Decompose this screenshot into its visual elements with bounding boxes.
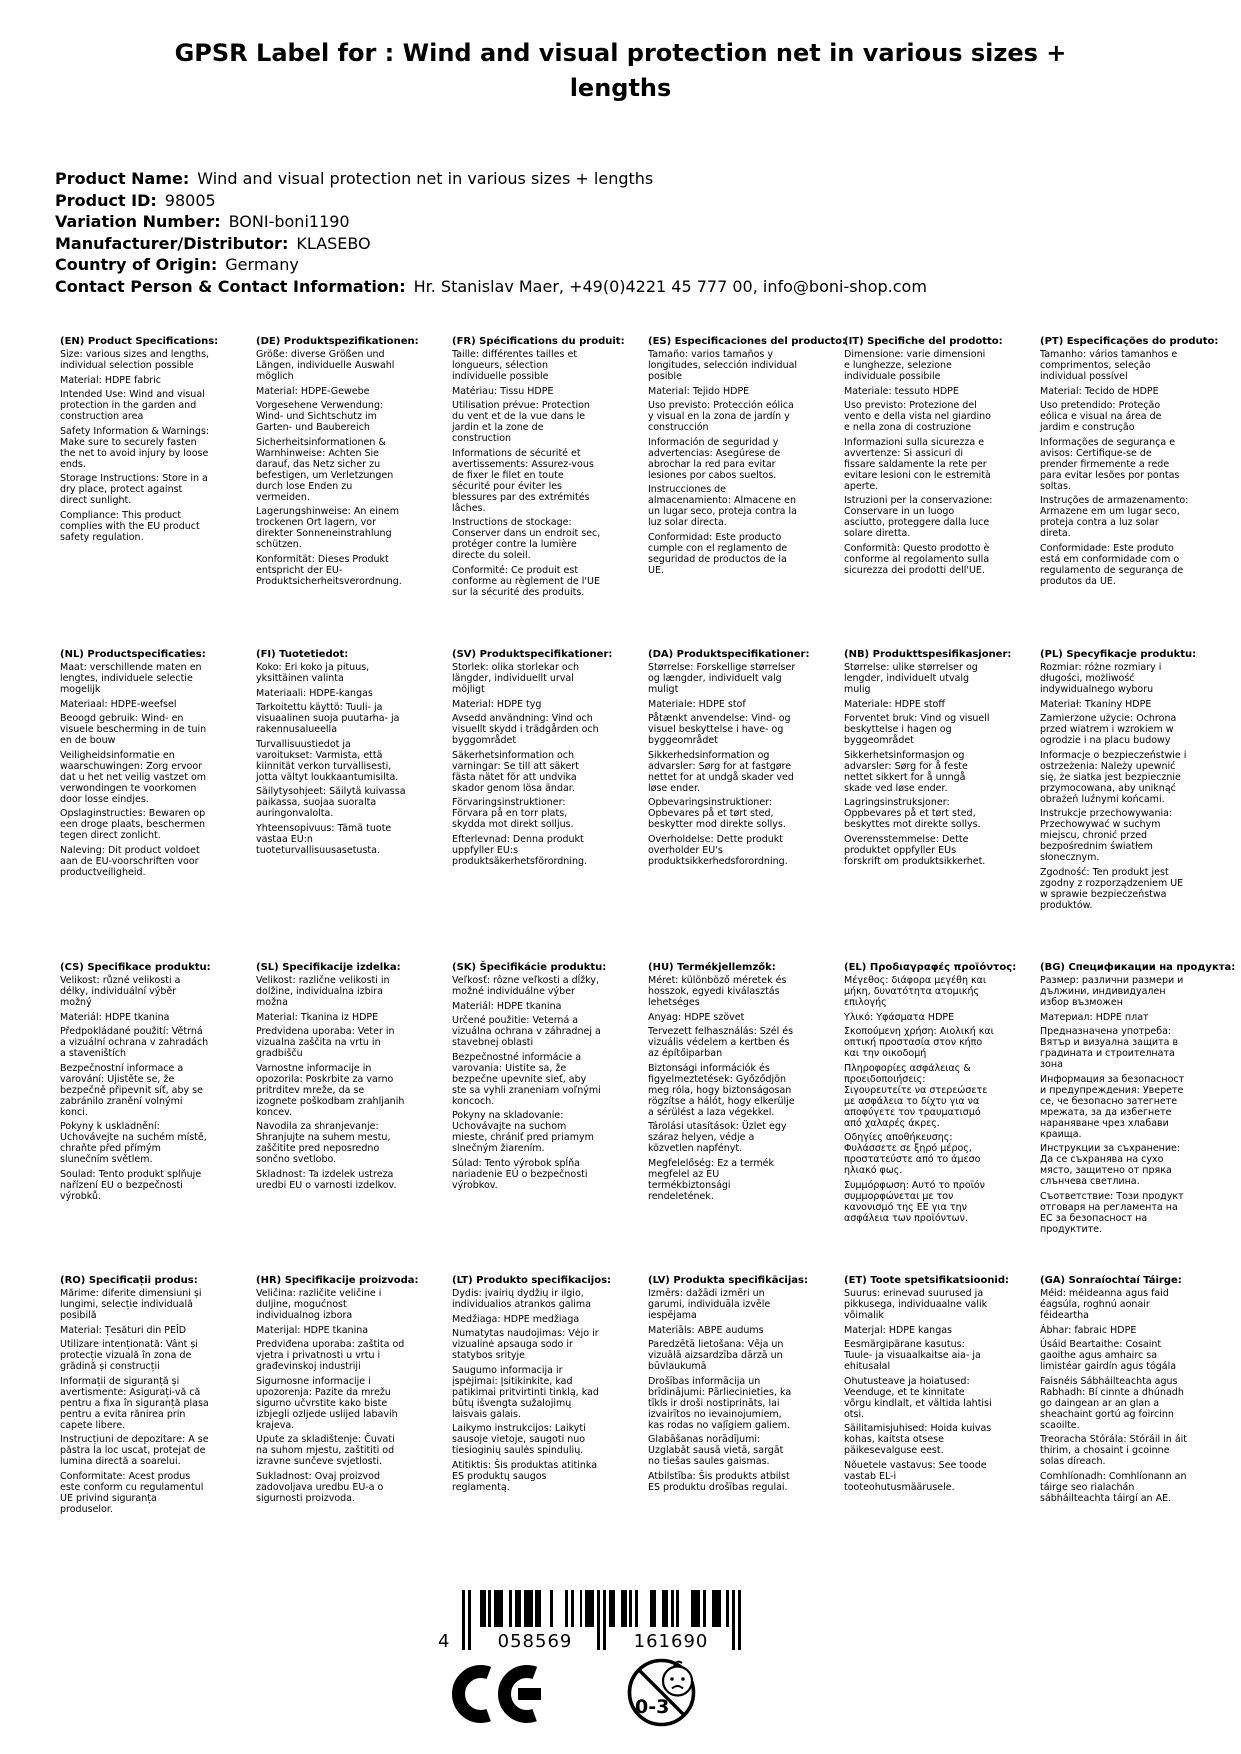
lang-block-paragraph: Material: HDPE fabric <box>60 374 161 386</box>
lang-block-paragraph: Opslaginstructies: Bewaren op een droge plaats, beschermen tegen direct zonlicht. <box>60 808 206 841</box>
lang-block-paragraph: Ohutusteave ja hoiatused: Veenduge, et te kinnitate võrgu kindlalt, et vältida lahtisi otsi. <box>844 1375 992 1420</box>
lang-block-paragraph: Conformità: Questo prodotto è conforme al regolamento sulla sicurezza dei prodotti dell'UE. <box>844 542 990 576</box>
lang-block-paragraph: Atbilstība: Šis produkts atbilst ES produktu drošības regulai. <box>648 1470 790 1493</box>
lang-block-heading: (CS) Specifikace produktu: <box>60 962 211 973</box>
lang-block-heading: (EN) Product Specifications: <box>60 336 219 347</box>
lang-block-paragraph: Compliance: This product complies with the EU product safety regulation. <box>60 509 200 543</box>
lang-block-paragraph: Информация за безопасност и предупреждения: Уверете се, че безопасно затегнете мрежата, за да избегнете нараняване чрез хлабави краища. <box>1040 1073 1185 1140</box>
lang-block-fi <box>256 649 406 962</box>
product-field-value: Wind and visual protection net in various sizes + lengths <box>197 169 654 188</box>
lang-block-hu <box>648 962 798 1275</box>
lang-block-paragraph: Saugumo informacija ir įspėjimai: Įsitikinkite, kad patikimai pritvirtinti tinklą, kad būtų išvengta sužalojimų laisvais galais. <box>452 1364 599 1420</box>
lang-block-paragraph: Größe: diverse Größen und Längen, individuelle Auswahl möglich <box>256 349 395 382</box>
lang-block-paragraph: Materiale: HDPE stoff <box>844 698 945 710</box>
lang-block-paragraph: Sukladnost: Ovaj proizvod zadovoljava uredbu EU-a o sigurnosti proizvoda. <box>256 1470 384 1504</box>
product-field-label: Product ID: <box>55 190 157 210</box>
lang-block-paragraph: Bezpečnostní informace a varování: Ujistěte se, že bezpečně připevnit síť, aby se zabránilo zranění volnými konci. <box>60 1062 203 1118</box>
lang-block-paragraph: Materiaal: HDPE-weefsel <box>60 698 177 710</box>
barcode-group1-digits: 058569 <box>497 1631 573 1652</box>
lang-block-paragraph: Koko: Eri koko ja pituus, yksittäinen valinta <box>256 662 370 684</box>
lang-block-paragraph: Materiál: HDPE tkanina <box>60 1011 170 1023</box>
lang-block-paragraph: Materiale: tessuto HDPE <box>844 385 959 397</box>
lang-block-paragraph: Utilisation prévue: Protection du vent et de la vue dans le jardin et la zone de construction <box>452 400 590 444</box>
lang-block-paragraph: Safety Information & Warnings: Make sure to securely fasten the net to avoid injury by loose ends. <box>60 425 210 470</box>
lang-block-paragraph: Overensstemmelse: Dette produktet oppfyller EUs forskrift om produktsikkerhet. <box>844 833 986 867</box>
lang-block-paragraph: Nõuetele vastavus: See toode vastab EL-i tooteohutusmäärusele. <box>844 1459 987 1493</box>
lang-block-paragraph: Zamierzone użycie: Ochrona przed wiatrem i wzrokiem w ogrodzie i na placu budowy <box>1040 713 1177 746</box>
lang-block-paragraph: Istruzioni per la conservazione: Conservare in un luogo asciutto, proteggere dalla luce solare diretta. <box>844 495 993 539</box>
lang-block-paragraph: Materijal: HDPE tkanina <box>256 1324 369 1336</box>
lang-block-ga <box>1040 1275 1190 1518</box>
lang-block-hr <box>256 1275 419 1518</box>
lang-block-paragraph: Informações de segurança e avisos: Certifique-se de prender firmemente a rede para evitar lesões por pontas soltas. <box>1040 436 1180 492</box>
lang-block-paragraph: Opbevaringsinstruktioner: Opbevares på et tørt sted, beskytter mod direkte sollys. <box>648 797 786 830</box>
ean-barcode <box>438 1590 748 1650</box>
lang-block-paragraph: Tamanho: vários tamanhos e comprimentos, seleção individual possível <box>1040 349 1178 382</box>
page-title-line2: lengths <box>569 74 672 102</box>
lang-block-paragraph: Dimensione: varie dimensioni e lunghezze, selezione individuale possibile <box>844 349 986 382</box>
lang-block-paragraph: Yhteensopivuus: Tämä tuote vastaa EU:n tuoteturvallisuusasetusta. <box>256 822 392 856</box>
lang-block-fr <box>452 336 625 649</box>
lang-block-paragraph: Biztonsági információk és figyelmeztetések: Győződjön meg róla, hogy biztonságosan rögzítse a hálót, hogy elkerülje a sérülést a laza végekkel. <box>648 1062 795 1118</box>
lang-block-paragraph: Taille: différentes tailles et longueurs, sélection individuelle possible <box>452 349 578 382</box>
lang-block-paragraph: Určené použitie: Veterná a vizuálna ochrana v záhradnej a stavebnej oblasti <box>452 1015 601 1048</box>
lang-block-paragraph: Veľkosť: rôzne veľkosti a dĺžky, možné individuálne výber <box>452 975 600 997</box>
lang-block-paragraph: Méret: különböző méretek és hosszok, egyedi kiválasztás lehetséges <box>648 975 787 1008</box>
lang-block-heading: (GA) Sonraíochtaí Táirge: <box>1040 1275 1182 1286</box>
lang-block-paragraph: Pokyny k uskladnění: Uchovávejte na suchém místě, chraňte před přímým slunečním světlem. <box>60 1121 207 1165</box>
lang-block-paragraph: Drošības informācija un brīdinājumi: Pārliecinieties, ka tīkls ir droši nostiprināts, lai izvairītos no ievainojumiem, kas rodas no vaļīgiem galiem. <box>648 1375 792 1431</box>
lang-block-paragraph: Størrelse: Forskellige størrelser og længder, individuelt valg muligt <box>648 662 796 695</box>
lang-block-paragraph: Sikkerhetsinformasjon og advarsler: Sørg for å feste nettet sikkert for å unngå skade ved løse ender. <box>844 749 968 794</box>
ce-mark-icon <box>452 1663 544 1725</box>
lang-block-paragraph: Zgodność: Ten produkt jest zgodny z rozporządzeniem UE w sprawie bezpieczeństwa produktów. <box>1040 866 1184 911</box>
product-field-value: Germany <box>225 255 299 274</box>
product-field-2 <box>55 211 927 233</box>
lang-block-paragraph: Materjal: HDPE kangas <box>844 1324 953 1336</box>
lang-block-paragraph: Treoracha Stórála: Stóráil in áit thirim, a chosaint i gcoinne solas díreach. <box>1040 1434 1188 1467</box>
lang-block-paragraph: Pokyny na skladovanie: Uchovávajte na suchom mieste, chrániť pred priamym slnečným žiarením. <box>452 1110 594 1154</box>
lang-block-paragraph: Съответствие: Този продукт отговаря на регламента на ЕС за безопасност на продуктите. <box>1040 1190 1184 1235</box>
lang-block-heading: (ET) Toote spetsifikatsioonid: <box>844 1275 1010 1286</box>
lang-block-heading: (ES) Especificaciones del producto: <box>648 336 847 347</box>
lang-block-paragraph: Información de seguridad y advertencias: Asegúrese de abrochar la red para evitar lesiones por cabos sueltos. <box>648 436 781 481</box>
lang-block-paragraph: Predviđena uporaba: zaštita od vjetra i privatnosti u vrtu i građevinskoj industriji <box>256 1339 405 1372</box>
product-field-label: Contact Person & Contact Information: <box>55 276 406 296</box>
lang-block-heading: (DA) Produktspecifikationer: <box>648 649 810 660</box>
lang-block-paragraph: Overholdelse: Dette produkt overholder EU's produktsikkerhedsforordning. <box>648 833 788 867</box>
product-field-label: Variation Number: <box>55 212 221 231</box>
lang-block-heading: (EL) Προδιαγραφές προϊόντος: <box>844 962 1017 973</box>
lang-block-paragraph: Naleving: Dit product voldoet aan de EU-voorschriften voor productveiligheid. <box>60 844 200 878</box>
lang-block-paragraph: Dydis: įvairių dydžių ir ilgio, individualios atrankos galima <box>452 1288 591 1310</box>
lang-block-heading: (HR) Specifikacije proizvoda: <box>256 1275 419 1286</box>
lang-block-paragraph: Informacje o bezpieczeństwie i ostrzeżenia: Należy upewnić się, że siatka jest bezpiecznie przymocowana, aby uniknąć obrażeń luźnymi końcami. <box>1040 749 1187 805</box>
lang-block-paragraph: Säkerhetsinformation och varningar: Se till att säkert fästa nätet för att undvika skador genom lösa ändar. <box>452 749 579 794</box>
lang-block-bg <box>1040 962 1236 1275</box>
product-field-value: Hr. Stanislav Maer, +49(0)4221 45 777 00, info@boni-shop.com <box>413 276 927 296</box>
lang-block-paragraph: Veličina: različite veličine i duljine, mogućnost individualnog izbora <box>256 1288 382 1321</box>
lang-block-paragraph: Konformität: Dieses Produkt entspricht der EU-Produktsicherheitsverordnung. <box>256 553 402 587</box>
lang-block-paragraph: Påtænkt anvendelse: Vind- og visuel beskyttelse i have- og byggeområdet <box>648 713 791 746</box>
lang-block-pt <box>1040 336 1219 649</box>
product-field-4 <box>55 254 927 276</box>
lang-block-paragraph: Súlad: Tento výrobok spĺňa nariadenie EÚ o bezpečnosti výrobkov. <box>452 1157 588 1191</box>
lang-block-el <box>844 962 1017 1275</box>
product-field-5 <box>55 276 927 298</box>
lang-block-paragraph: Úsáid Beartaithe: Cosaint gaoithe agus amhairc sa limistéar gairdín agus tógála <box>1040 1339 1177 1372</box>
lang-block-heading: (NB) Produkttspesifikasjoner: <box>844 649 1012 660</box>
lang-block-heading: (NL) Productspecificaties: <box>60 649 206 660</box>
lang-block-paragraph: Storage Instructions: Store in a dry place, protect against direct sunlight. <box>60 473 208 506</box>
barcode-bar <box>738 1590 741 1650</box>
lang-block-sk <box>452 962 607 1275</box>
lang-block-heading: (HU) Termékjellemzők: <box>648 962 776 973</box>
lang-block-paragraph: Materiał: Tkaniny HDPE <box>1040 698 1152 710</box>
lang-block-paragraph: Navodila za shranjevanje: Shranjujte na suhem mestu, zaščitite pred neposredno sončno svetlobo. <box>256 1121 391 1165</box>
lang-block-paragraph: Informations de sécurité et avertissements: Assurez-vous de fixer le filet en toute sécurité pour éviter les blessures par des extrémités lâches. <box>452 447 594 514</box>
lang-block-cs <box>60 962 210 1275</box>
lang-block-paragraph: Размер: различни размери и дължини, индивидуален избор възможен <box>1040 975 1184 1008</box>
lang-block-paragraph: Material: Țesături din PEÎD <box>60 1324 187 1336</box>
lang-block-paragraph: Πληροφορίες ασφάλειας & προειδοποιήσεις: Σιγουρευτείτε να στερεώσετε με ασφάλεια το δίχτυ για να αποφύγετε τον τραυματισμό από χαλαρές άκρες. <box>844 1062 988 1129</box>
lang-block-ro <box>60 1275 210 1518</box>
lang-block-pl <box>1040 649 1197 962</box>
lang-block-paragraph: Størrelse: ulike størrelser og lengder, individuelt utvalg mulig <box>844 662 978 695</box>
lang-block-paragraph: Ábhar: fabraic HDPE <box>1040 1324 1137 1336</box>
lang-block-paragraph: Eesmärgipärane kasutus: Tuule- ja visuaalkaitse aia- ja ehitusalal <box>844 1339 981 1372</box>
lang-block-paragraph: Méid: méideanna agus faid éagsúla, roghnú aonair féideartha <box>1040 1288 1169 1321</box>
lang-block-paragraph: Forventet bruk: Vind og visuell beskyttelse i hagen og byggeområdet <box>844 713 990 746</box>
lang-block-paragraph: Storlek: olika storlekar och längder, individuellt urval möjligt <box>452 662 579 695</box>
lang-block-paragraph: Materiāls: ABPE audums <box>648 1324 764 1336</box>
product-field-value: KLASEBO <box>296 233 371 253</box>
lang-block-paragraph: Informații de siguranță și avertismente: Asigurați-vă că pentru a fixa în siguranță plasa pentru a evita rănirea prin capete libere. <box>60 1375 209 1431</box>
lang-block-heading: (FI) Tuotetiedot: <box>256 649 349 660</box>
lang-block-paragraph: Материал: HDPE плат <box>1040 1011 1149 1023</box>
lang-block-paragraph: Bezpečnostné informácie a varovania: Uistite sa, že bezpečne upevnite sieť, aby ste sa vyhli zraneniam voľnými koncoch. <box>452 1051 601 1107</box>
lang-block-heading: (IT) Specifiche del prodotto: <box>844 336 1003 347</box>
lang-block-paragraph: Size: various sizes and lengths, individual selection possible <box>60 349 210 371</box>
lang-block-paragraph: Συμμόρφωση: Αυτό το προϊόν συμμορφώνεται με τον κανονισμό της ΕΕ για την ασφάλεια των προϊόντων. <box>844 1179 985 1224</box>
lang-block-paragraph: Uso previsto: Protección eólica y visual en la zona de jardín y construcción <box>648 400 794 433</box>
lang-block-paragraph: Skladnost: Ta izdelek ustreza uredbi EU o varnosti izdelkov. <box>256 1168 397 1191</box>
lang-block-paragraph: Μέγεθος: διάφορα μεγέθη και μήκη, δυνατότητα ατομικής επιλογής <box>844 975 987 1008</box>
lang-block-de <box>256 336 419 649</box>
lang-block-paragraph: Beoogd gebruik: Wind- en visuele bescherming in de tuin en de bouw <box>60 713 207 746</box>
lang-block-heading: (SK) Špecifikácie produktu: <box>452 962 607 973</box>
lang-block-heading: (DE) Produktspezifikationen: <box>256 336 419 347</box>
lang-block-paragraph: Σκοπούμενη χρήση: Αιολική και οπτική προστασία στον κήπο και την οικοδομή <box>844 1026 994 1059</box>
lang-block-en <box>60 336 219 649</box>
lang-block-paragraph: Säilitamisjuhised: Hoida kuivas kohas, kaitsta otsese päikesevalguse eest. <box>844 1423 992 1456</box>
product-field-0 <box>55 168 927 190</box>
lang-block-paragraph: Sikkerhedsinformation og advarsler: Sørg for at fastgøre nettet for at undgå skader ved løse ender. <box>648 749 794 794</box>
lang-block-paragraph: Efterlevnad: Denna produkt uppfyller EU:s produktsäkerhetsförordning. <box>452 833 588 867</box>
lang-block-paragraph: Rozmiar: różne rozmiary i długości, możliwość indywidualnego wyboru <box>1040 662 1162 695</box>
product-field-value: 98005 <box>164 190 216 210</box>
lang-block-heading: (SV) Produktspecifikationer: <box>452 649 613 660</box>
lang-block-paragraph: Material: HDPE tyg <box>452 698 542 710</box>
page-title-line1: GPSR Label for : Wind and visual protection net in various sizes + <box>174 39 1067 67</box>
lang-block-paragraph: Predvidena uporaba: Veter in vizualna zaščita na vrtu in gradbišču <box>256 1026 395 1059</box>
lang-block-paragraph: Uso previsto: Protezione del vento e della vista nel giardino e nella zona di costruzione <box>844 400 991 433</box>
lang-block-paragraph: Glabāšanas norādījumi: Uzglabāt sausā vietā, sargāt no tiešas saules gaismas. <box>648 1434 784 1467</box>
lang-block-paragraph: Instruções de armazenamento: Armazene em um lugar seco, proteja contra a luz solar direta. <box>1040 495 1189 539</box>
lang-block-paragraph: Material: Tecido de HDPE <box>1040 385 1159 397</box>
lang-block-paragraph: Izmērs: dažādi izmēri un garumi, individuāla izvēle iespējama <box>648 1288 771 1321</box>
lang-block-paragraph: Conformité: Ce produit est conforme au règlement de l'UE sur la sécurité des produits. <box>452 564 600 598</box>
lang-block-paragraph: Sigurnosne informacije i upozorenja: Pazite da mrežu sigurno učvrstite kako biste izbjegli ozljede uslijed labavih krajeva. <box>256 1375 398 1431</box>
barcode-first-digit: 4 <box>438 1631 450 1652</box>
lang-block-paragraph: Instrucciones de almacenamiento: Almacene en un lugar seco, proteja contra la luz solar directa. <box>648 484 797 528</box>
lang-block-paragraph: Materiaali: HDPE-kangas <box>256 687 373 699</box>
lang-block-lv <box>648 1275 808 1518</box>
lang-block-heading: (PT) Especificações do produto: <box>1040 336 1219 347</box>
lang-block-paragraph: Megfelelőség: Ez a termék megfelel az EU termékbiztonsági rendeletének. <box>648 1157 775 1202</box>
product-field-label: Product Name: <box>55 169 190 188</box>
baby-face-icon <box>663 1662 692 1696</box>
lang-block-heading: (SL) Specifikacije izdelka: <box>256 962 401 973</box>
lang-block-paragraph: Lagerungshinweise: An einem trockenen Ort lagern, vor direkter Sonneneinstrahlung schützen. <box>256 506 400 550</box>
lang-block-heading: (PL) Specyfikacje produktu: <box>1040 649 1197 660</box>
lang-block-it <box>844 336 1003 649</box>
lang-block-paragraph: Veiligheidsinformatie en waarschuwingen: Zorg ervoor dat u het net veilig vastzet om verwondingen te voorkomen door losse eindjes. <box>60 749 207 805</box>
lang-block-paragraph: Předpokládané použití: Větrná a vizuální ochrana v zahradách a staveništích <box>60 1026 209 1059</box>
lang-block-paragraph: Instrucțiuni de depozitare: A se păstra la loc uscat, protejat de lumina directă a soarelui. <box>60 1434 209 1467</box>
lang-block-heading: (RO) Specificații produs: <box>60 1275 198 1286</box>
lang-block-paragraph: Velikost: različne velikosti in dolžine, individualna izbira možna <box>256 975 390 1008</box>
lang-block-et <box>844 1275 1010 1518</box>
lang-block-paragraph: Maat: verschillende maten en lengtes, individuele selectie mogelijk <box>60 662 202 695</box>
language-grid <box>60 336 1236 1518</box>
lang-block-paragraph: Utilizare intenționată: Vânt și protecție vizuală în zona de grădină și construcții <box>60 1339 198 1372</box>
lang-block-paragraph: Medžiaga: HDPE medžiaga <box>452 1313 580 1325</box>
lang-block-paragraph: Предназначена употреба: Вятър и визуална защита в градината и строителната зона <box>1040 1026 1179 1070</box>
lang-block-paragraph: Paredzētā lietošana: Vēja un vizuālā aizsardzība dārzā un būvlaukumā <box>648 1339 784 1372</box>
barcode-group2-digits: 161690 <box>633 1631 709 1652</box>
lang-block-paragraph: Atitiktis: Šis produktas atitinka ES produktų saugos reglamentą. <box>452 1459 598 1493</box>
lang-block-paragraph: Turvallisuustiedot ja varoitukset: Varmista, että kiinnität verkon turvallisesti, jotta vältyt loukkaantumisilta. <box>256 738 399 783</box>
product-field-label: Manufacturer/Distributor: <box>55 233 289 253</box>
lang-block-heading: (FR) Spécifications du produit: <box>452 336 625 347</box>
lang-block-paragraph: Tárolási utasítások: Üzlet egy száraz helyen, védje a közvetlen napfényt. <box>648 1121 787 1154</box>
lang-block-paragraph: Laikymo instrukcijos: Laikyti sausoje vietoje, saugoti nuo tiesioginių saulės spindulių. <box>452 1423 586 1456</box>
product-field-3 <box>55 233 927 255</box>
lang-block-paragraph: Säilytysohjeet: Säilytä kuivassa paikassa, suojaa suoralta auringonvalolta. <box>256 786 406 819</box>
lang-block-paragraph: Material: Tejido HDPE <box>648 385 750 397</box>
lang-block-paragraph: Materiál: HDPE tkanina <box>452 1000 562 1012</box>
lang-block-paragraph: Υλικό: Υφάσματα HDPE <box>844 1011 955 1023</box>
lang-block-paragraph: Anyag: HDPE szövet <box>648 1011 745 1023</box>
lang-block-paragraph: Conformitate: Acest produs este conform cu regulamentul UE privind siguranța produselor. <box>60 1470 204 1515</box>
age-range-label: 0-3 <box>635 1696 670 1718</box>
lang-block-paragraph: Tarkoitettu käyttö: Tuuli- ja visuaalinen suoja puutarha- ja rakennusalueella <box>256 702 400 735</box>
lang-block-paragraph: Material: Tkanina iz HDPE <box>256 1011 379 1023</box>
lang-block-paragraph: Matériau: Tissu HDPE <box>452 385 554 397</box>
lang-block-paragraph: Οδηγίες αποθήκευσης: Φυλάσσετε σε ξηρό μέρος, προστατεύστε από το άμεσο ηλιακό φως. <box>844 1132 981 1176</box>
page-title <box>0 36 1241 106</box>
lang-block-paragraph: Suurus: erinevad suurused ja pikkusega, individuaalne valik võimalik <box>844 1288 988 1321</box>
lang-block-sv <box>452 649 613 962</box>
lang-block-paragraph: Conformidade: Este produto está em conformidade com o regulamento de segurança de produtos da UE. <box>1040 542 1184 587</box>
lang-block-nb <box>844 649 1012 962</box>
lang-block-paragraph: Velikost: různé velikosti a délky, individuální výběr možný <box>60 975 181 1008</box>
age-warning-0-3-icon <box>627 1655 699 1731</box>
lang-block-da <box>648 649 810 962</box>
lang-block-paragraph: Material: HDPE-Gewebe <box>256 385 370 397</box>
lang-block-paragraph: Vorgesehene Verwendung: Wind- und Sichtschutz im Garten- und Baubereich <box>256 400 384 433</box>
lang-block-es <box>648 336 847 649</box>
lang-block-paragraph: Инструкции за съхранение: Да се съхранява на сухо място, защитено от пряка слънчева светлина. <box>1040 1143 1181 1187</box>
lang-block-paragraph: Numatytas naudojimas: Vėjo ir vizualinė apsauga sodo ir statybos srityje <box>452 1328 599 1361</box>
lang-block-heading: (LT) Produkto specifikacijos: <box>452 1275 612 1286</box>
lang-block-heading: (LV) Produkta specifikācijas: <box>648 1275 808 1286</box>
lang-block-paragraph: Materiale: HDPE stof <box>648 698 746 710</box>
lang-block-paragraph: Faisnéis Sábháilteachta agus Rabhadh: Bí cinnte a dhúnadh go daingean ar an glan a sheachaint gortú ag foircinn scaoilte. <box>1040 1375 1184 1431</box>
lang-block-paragraph: Tervezett felhasználás: Szél és vizuális védelem a kertben és az építőiparban <box>648 1026 794 1059</box>
lang-block-paragraph: Mărime: diferite dimensiuni și lungimi, selecție individuală posibilă <box>60 1288 202 1321</box>
lang-block-paragraph: Tamaño: varios tamaños y longitudes, selección individual posible <box>648 349 798 382</box>
lang-block-paragraph: Conformidad: Este producto cumple con el reglamento de seguridad de productos de la UE. <box>648 531 788 576</box>
lang-block-paragraph: Comhlíonadh: Comhlíonann an táirge seo rialachán sábháilteachta táirgí an AE. <box>1040 1470 1187 1504</box>
lang-block-paragraph: Instrukcje przechowywania: Przechowywać w suchym miejscu, chronić przed bezpośrednim światłem słonecznym. <box>1040 808 1173 863</box>
lang-block-paragraph: Instructions de stockage: Conserver dans un endroit sec, protéger contre la lumière directe du soleil. <box>452 517 601 561</box>
lang-block-nl <box>60 649 210 962</box>
product-field-value: BONI-boni1190 <box>228 212 350 231</box>
product-field-1 <box>55 190 927 212</box>
lang-block-paragraph: Uso pretendido: Proteção eólica e visual na área de jardim e construção <box>1040 400 1162 433</box>
lang-block-sl <box>256 962 406 1275</box>
lang-block-paragraph: Lagringsinstruksjoner: Oppbevares på et tørt sted, beskyttes mot direkte sollys. <box>844 797 981 830</box>
lang-block-paragraph: Förvaringsinstruktioner: Förvara på en torr plats, skydda mot direkt solljus. <box>452 797 574 830</box>
lang-block-paragraph: Sicherheitsinformationen & Warnhinweise: Achten Sie darauf, das Netz sicher zu befestigen, um Verletzungen durch lose Enden zu vermeiden. <box>256 436 394 503</box>
lang-block-heading: (BG) Спецификации на продукта: <box>1040 962 1236 973</box>
product-info <box>55 168 927 297</box>
lang-block-paragraph: Varnostne informacije in opozorila: Poskrbite za varno pritrditev mreže, da se izognete poškodbam zrahljanih koncev. <box>256 1062 405 1118</box>
lang-block-lt <box>452 1275 612 1518</box>
lang-block-paragraph: Informazioni sulla sicurezza e avvertenze: Si assicuri di fissare saldamente la rete per evitare lesioni con le estremità aperte. <box>844 436 991 492</box>
lang-block-paragraph: Soulad: Tento produkt splňuje nařízení EU o bezpečnosti výrobků. <box>60 1168 202 1202</box>
lang-block-paragraph: Intended Use: Wind and visual protection in the garden and construction area <box>60 389 205 422</box>
product-field-label: Country of Origin: <box>55 255 218 274</box>
lang-block-paragraph: Upute za skladištenje: Čuvati na suhom mjestu, zaštititi od izravne sunčeve svjetlosti. <box>256 1434 395 1467</box>
lang-block-paragraph: Avsedd användning: Vind och visuellt skydd i trädgården och byggområdet <box>452 713 599 746</box>
